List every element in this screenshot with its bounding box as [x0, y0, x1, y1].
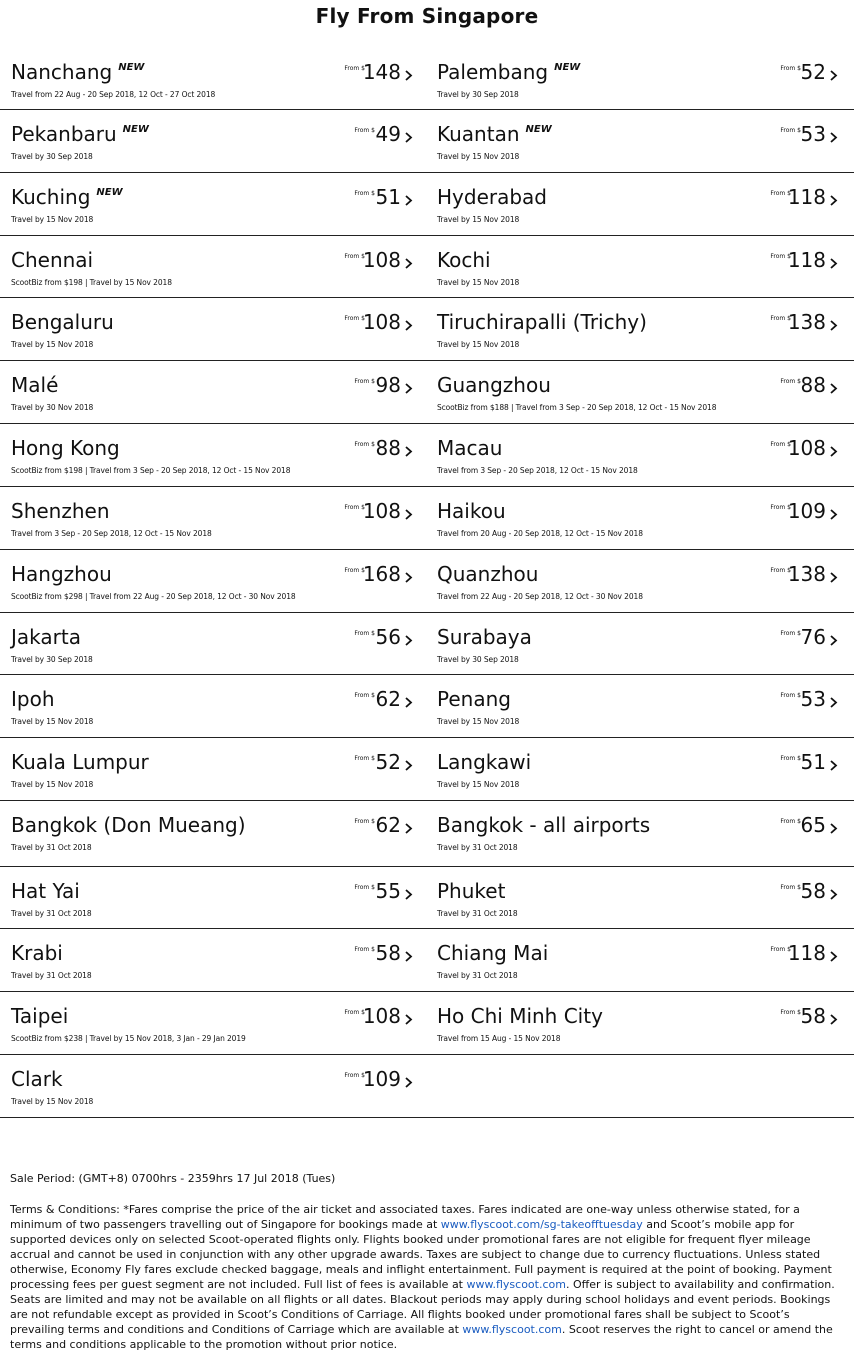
- destination-label: Tiruchirapalli (Trichy): [437, 310, 647, 334]
- travel-period: Travel by 31 Oct 2018: [437, 909, 518, 918]
- fare-card-left[interactable]: [0, 867, 427, 928]
- from-price-label: From $: [770, 441, 791, 448]
- destination-name: [437, 941, 548, 965]
- chevron-right-icon[interactable]: [827, 379, 841, 397]
- new-badge: NEW: [96, 187, 123, 198]
- fare-card-left[interactable]: [0, 929, 427, 991]
- destination-label: Ipoh: [11, 687, 55, 711]
- destination-name: [437, 436, 502, 460]
- fare-card-right[interactable]: [426, 929, 853, 991]
- chevron-right-icon[interactable]: [827, 947, 841, 965]
- travel-period: Travel by 31 Oct 2018: [437, 971, 518, 980]
- fare-card-right[interactable]: [426, 550, 853, 612]
- destination-label: Nanchang: [11, 60, 113, 84]
- fare-row: [0, 48, 854, 110]
- fare-row: [0, 1055, 854, 1118]
- fare-price: 51: [375, 185, 401, 209]
- fare-price: 58: [800, 879, 826, 903]
- fare-price: 53: [800, 122, 826, 146]
- fare-price: 56: [375, 625, 401, 649]
- from-price-label: From $: [780, 1009, 801, 1016]
- from-price-label: From $: [344, 504, 365, 511]
- travel-period: Travel from 3 Sep - 20 Sep 2018, 12 Oct - 15 Nov 2018: [437, 466, 638, 475]
- travel-period: Travel by 31 Oct 2018: [11, 843, 92, 852]
- chevron-right-icon[interactable]: [402, 254, 416, 272]
- chevron-right-icon[interactable]: [827, 128, 841, 146]
- fare-card-right[interactable]: [426, 361, 853, 423]
- chevron-right-icon[interactable]: [402, 66, 416, 84]
- destination-label: Bangkok (Don Mueang): [11, 813, 246, 837]
- from-price-label: From $: [354, 441, 375, 448]
- travel-period: Travel by 15 Nov 2018: [11, 780, 94, 789]
- destination-label: Hat Yai: [11, 879, 80, 903]
- terms-and-conditions: [10, 1202, 846, 1352]
- fare-card-right[interactable]: [426, 424, 853, 486]
- travel-period: ScootBiz from $198 | Travel from 3 Sep - 20 Sep 2018, 12 Oct - 15 Nov 2018: [11, 466, 291, 475]
- fare-price: 118: [787, 185, 826, 209]
- fare-price: 98: [375, 373, 401, 397]
- destination-label: Surabaya: [437, 625, 532, 649]
- fare-row: [0, 487, 854, 550]
- fare-price: 108: [787, 436, 826, 460]
- destination-name: [11, 813, 246, 837]
- takeoff-tuesday-link[interactable]: www.flyscoot.com/sg-takeofftuesday: [440, 1218, 643, 1231]
- destination-name: [437, 562, 538, 586]
- fare-card-right[interactable]: [426, 236, 853, 297]
- destination-name: [437, 687, 511, 711]
- fare-row: [0, 801, 854, 867]
- destination-label: Ho Chi Minh City: [437, 1004, 603, 1028]
- from-price-label: From $: [344, 1009, 365, 1016]
- fare-row: [0, 738, 854, 801]
- fare-price: 58: [800, 1004, 826, 1028]
- fare-price: 88: [375, 436, 401, 460]
- from-price-label: From $: [780, 884, 801, 891]
- from-price-label: From $: [354, 818, 375, 825]
- chevron-right-icon[interactable]: [402, 442, 416, 460]
- terms-text-1: Terms & Conditions: *Fares comprise the price of the air ticket and associated taxes. Fares indicated are one-way unless otherwise stated, for a minimum of two passengers travelling out of Singapore for bookings made at: [10, 1203, 800, 1231]
- destination-label: Haikou: [437, 499, 506, 523]
- destination-label: Kochi: [437, 248, 491, 272]
- chevron-right-icon[interactable]: [827, 693, 841, 711]
- destination-name: [11, 879, 80, 903]
- fare-price: 108: [362, 1004, 401, 1028]
- travel-period: Travel by 15 Nov 2018: [437, 717, 520, 726]
- fare-price: 76: [800, 625, 826, 649]
- travel-period: Travel from 3 Sep - 20 Sep 2018, 12 Oct - 15 Nov 2018: [11, 529, 212, 538]
- fare-price: 118: [787, 248, 826, 272]
- fare-card-left[interactable]: [0, 236, 427, 297]
- from-price-label: From $: [780, 818, 801, 825]
- travel-period: Travel from 22 Aug - 20 Sep 2018, 12 Oct - 30 Nov 2018: [437, 592, 643, 601]
- fare-card-left[interactable]: [0, 675, 427, 737]
- travel-period: Travel by 30 Nov 2018: [11, 403, 94, 412]
- fare-price: 52: [375, 750, 401, 774]
- destination-label: Palembang: [437, 60, 549, 84]
- destination-name: [11, 185, 123, 209]
- flyscoot-link-conditions[interactable]: www.flyscoot.com: [462, 1323, 562, 1336]
- from-price-label: From $: [344, 65, 365, 72]
- sale-period: Sale Period: (GMT+8) 0700hrs - 2359hrs 17 Jul 2018 (Tues): [10, 1172, 336, 1185]
- terms-text-3: . Offer is subject to availability and confirmation. Seats are limited and may not be available on all flights or all dates. Blackout periods may apply during school holidays and event periods. Bookings are not refundable except as provided in Scoot’s Conditions of Carriage. All flights booked under promotional fares shall be subject to Scoot’s prevailing terms and conditions and Conditions of Carriage which are available at: [10, 1278, 835, 1336]
- fare-card-right[interactable]: [426, 867, 853, 928]
- chevron-right-icon[interactable]: [827, 885, 841, 903]
- fare-card-left[interactable]: [0, 110, 427, 172]
- fare-price: 148: [362, 60, 401, 84]
- chevron-right-icon[interactable]: [402, 819, 416, 837]
- from-price-label: From $: [344, 315, 365, 322]
- travel-period: Travel by 15 Nov 2018: [437, 215, 520, 224]
- destination-label: Kuala Lumpur: [11, 750, 149, 774]
- destination-name: [437, 813, 650, 837]
- travel-period: Travel from 20 Aug - 20 Sep 2018, 12 Oct - 15 Nov 2018: [437, 529, 643, 538]
- fare-price: 109: [787, 499, 826, 523]
- fare-card-left[interactable]: [0, 361, 427, 423]
- from-price-label: From $: [770, 946, 791, 953]
- destination-name: [11, 248, 93, 272]
- fare-price: 62: [375, 813, 401, 837]
- fare-card-right[interactable]: [426, 738, 853, 800]
- destination-name: [11, 373, 58, 397]
- fare-card-left[interactable]: [0, 48, 427, 109]
- fare-row: [0, 867, 854, 929]
- destination-label: Shenzhen: [11, 499, 110, 523]
- travel-period: Travel by 31 Oct 2018: [11, 971, 92, 980]
- from-price-label: From $: [770, 190, 791, 197]
- fare-card-left[interactable]: [0, 487, 427, 549]
- new-badge: NEW: [525, 124, 552, 135]
- destination-label: Jakarta: [11, 625, 81, 649]
- fare-card-left[interactable]: [0, 1055, 427, 1117]
- destination-label: Chennai: [11, 248, 94, 272]
- destination-label: Kuching: [11, 185, 91, 209]
- from-price-label: From $: [344, 253, 365, 260]
- fare-card-right[interactable]: [426, 110, 853, 172]
- destination-name: [11, 60, 144, 84]
- fare-price: 53: [800, 687, 826, 711]
- destination-name: [11, 436, 120, 460]
- fare-price: 55: [375, 879, 401, 903]
- travel-period: ScootBiz from $238 | Travel by 15 Nov 2018, 3 Jan - 29 Jan 2019: [11, 1034, 246, 1043]
- from-price-label: From $: [344, 567, 365, 574]
- from-price-label: From $: [770, 253, 791, 260]
- fare-row: [0, 424, 854, 487]
- travel-period: Travel by 31 Oct 2018: [437, 843, 518, 852]
- destination-label: Guangzhou: [437, 373, 551, 397]
- chevron-right-icon[interactable]: [402, 316, 416, 334]
- from-price-label: From $: [780, 65, 801, 72]
- from-price-label: From $: [354, 378, 375, 385]
- destination-name: [11, 687, 55, 711]
- destination-label: Clark: [11, 1067, 63, 1091]
- fare-card-right[interactable]: [426, 487, 853, 549]
- destination-name: [437, 185, 547, 209]
- fare-row: [0, 110, 854, 173]
- fare-price: 138: [787, 562, 826, 586]
- fare-price: 88: [800, 373, 826, 397]
- from-price-label: From $: [354, 127, 375, 134]
- fare-card-right[interactable]: [426, 1055, 853, 1117]
- travel-period: Travel by 15 Nov 2018: [11, 340, 94, 349]
- fare-card-left[interactable]: [0, 550, 427, 612]
- fare-row: [0, 236, 854, 298]
- from-price-label: From $: [780, 755, 801, 762]
- chevron-right-icon[interactable]: [402, 505, 416, 523]
- from-price-label: From $: [354, 946, 375, 953]
- destination-label: Chiang Mai: [437, 941, 549, 965]
- fare-row: [0, 992, 854, 1055]
- from-price-label: From $: [780, 127, 801, 134]
- fare-card-left[interactable]: [0, 298, 427, 360]
- from-price-label: From $: [344, 1072, 365, 1079]
- terms-text-2: and Scoot’s mobile app for supported devices only on selected Scoot-operated flights only. Flights booked under promotional fares are not eligible for frequent flyer mileage accrual and cannot be used in conjunction with any other upgrade awards. Taxes are subject to change due to currency fluctuations. Unless stated otherwise, Economy Fly fares exclude checked baggage, meals and inflight entertainment. Full payment is required at the point of booking. Payment processing fees per guest segment are not included. Full list of fees is available at: [10, 1218, 832, 1291]
- from-price-label: From $: [780, 630, 801, 637]
- fare-card-right[interactable]: [426, 613, 853, 674]
- page-title: Fly From Singapore: [315, 4, 539, 28]
- destination-label: Phuket: [437, 879, 506, 903]
- chevron-right-icon[interactable]: [827, 442, 841, 460]
- fare-price: 168: [362, 562, 401, 586]
- travel-period: Travel by 15 Nov 2018: [437, 340, 520, 349]
- destination-label: Malé: [11, 373, 59, 397]
- new-badge: NEW: [122, 124, 149, 135]
- chevron-right-icon[interactable]: [402, 191, 416, 209]
- destination-name: [437, 248, 491, 272]
- fare-card-right[interactable]: [426, 48, 853, 109]
- travel-period: ScootBiz from $298 | Travel from 22 Aug - 20 Sep 2018, 12 Oct - 30 Nov 2018: [11, 592, 296, 601]
- destination-label: Bengaluru: [11, 310, 114, 334]
- travel-period: Travel by 31 Oct 2018: [11, 909, 92, 918]
- fare-card-left[interactable]: [0, 992, 427, 1054]
- fare-row: [0, 550, 854, 613]
- destination-label: Taipei: [11, 1004, 69, 1028]
- destination-name: [11, 122, 149, 146]
- fare-price: 118: [787, 941, 826, 965]
- chevron-right-icon[interactable]: [402, 1073, 416, 1091]
- fare-row: [0, 675, 854, 738]
- destination-label: Quanzhou: [437, 562, 539, 586]
- fare-price: 65: [800, 813, 826, 837]
- from-price-label: From $: [770, 315, 791, 322]
- travel-period: Travel from 15 Aug - 15 Nov 2018: [437, 1034, 561, 1043]
- destination-label: Pekanbaru: [11, 122, 117, 146]
- fare-card-right[interactable]: [426, 675, 853, 737]
- destination-name: [11, 562, 112, 586]
- chevron-right-icon[interactable]: [827, 756, 841, 774]
- chevron-right-icon[interactable]: [827, 66, 841, 84]
- terms-text-4: . Scoot reserves the right to cancel or amend the terms and conditions applicable to the promotion without prior notice.: [10, 1323, 833, 1351]
- destination-name: [11, 750, 149, 774]
- from-price-label: From $: [354, 630, 375, 637]
- destination-label: Hyderabad: [437, 185, 547, 209]
- fare-card-left[interactable]: [0, 801, 427, 866]
- destination-name: [437, 499, 506, 523]
- destination-name: [437, 625, 532, 649]
- destination-name: [437, 750, 531, 774]
- fare-price: 108: [362, 248, 401, 272]
- fare-card-left[interactable]: [0, 738, 427, 800]
- travel-period: Travel by 15 Nov 2018: [437, 152, 520, 161]
- fare-price: 109: [362, 1067, 401, 1091]
- chevron-right-icon[interactable]: [827, 631, 841, 649]
- chevron-right-icon[interactable]: [827, 505, 841, 523]
- fare-price: 108: [362, 310, 401, 334]
- travel-period: Travel by 30 Sep 2018: [437, 655, 519, 664]
- destination-name: [437, 310, 647, 334]
- chevron-right-icon[interactable]: [402, 1010, 416, 1028]
- from-price-label: From $: [780, 378, 801, 385]
- new-badge: NEW: [554, 62, 581, 73]
- destination-name: [11, 1004, 68, 1028]
- destination-name: [437, 60, 580, 84]
- fare-card-right[interactable]: [426, 801, 853, 866]
- from-price-label: From $: [354, 884, 375, 891]
- fare-price: 62: [375, 687, 401, 711]
- destination-name: [437, 879, 505, 903]
- fare-price: 138: [787, 310, 826, 334]
- chevron-right-icon[interactable]: [402, 631, 416, 649]
- fare-row: [0, 361, 854, 424]
- chevron-right-icon[interactable]: [402, 128, 416, 146]
- from-price-label: From $: [770, 567, 791, 574]
- destination-label: Bangkok - all airports: [437, 813, 651, 837]
- travel-period: Travel by 15 Nov 2018: [11, 215, 94, 224]
- destination-label: Krabi: [11, 941, 63, 965]
- chevron-right-icon[interactable]: [402, 379, 416, 397]
- chevron-right-icon[interactable]: [827, 316, 841, 334]
- destination-label: Kuantan: [437, 122, 520, 146]
- fare-card-left[interactable]: [0, 424, 427, 486]
- fare-grid: [0, 48, 854, 1118]
- travel-period: Travel from 22 Aug - 20 Sep 2018, 12 Oct - 27 Oct 2018: [11, 90, 216, 99]
- chevron-right-icon[interactable]: [827, 254, 841, 272]
- from-price-label: From $: [770, 504, 791, 511]
- destination-name: [11, 310, 114, 334]
- travel-period: Travel by 15 Nov 2018: [11, 1097, 94, 1106]
- chevron-right-icon[interactable]: [827, 1010, 841, 1028]
- chevron-right-icon[interactable]: [827, 568, 841, 586]
- new-badge: NEW: [118, 62, 145, 73]
- from-price-label: From $: [354, 190, 375, 197]
- from-price-label: From $: [354, 755, 375, 762]
- travel-period: Travel by 30 Sep 2018: [437, 90, 519, 99]
- chevron-right-icon[interactable]: [402, 693, 416, 711]
- fare-row: [0, 613, 854, 675]
- fare-price: 108: [362, 499, 401, 523]
- fare-card-right[interactable]: [426, 298, 853, 360]
- fare-price: 52: [800, 60, 826, 84]
- fare-card-left[interactable]: [0, 173, 427, 235]
- chevron-right-icon[interactable]: [827, 819, 841, 837]
- fare-card-left[interactable]: [0, 613, 427, 674]
- travel-period: Travel by 30 Sep 2018: [11, 152, 93, 161]
- flyscoot-link-fees[interactable]: www.flyscoot.com: [466, 1278, 566, 1291]
- fare-row: [0, 929, 854, 992]
- destination-label: Hangzhou: [11, 562, 112, 586]
- travel-period: Travel by 30 Sep 2018: [11, 655, 93, 664]
- destination-label: Langkawi: [437, 750, 532, 774]
- chevron-right-icon[interactable]: [402, 947, 416, 965]
- destination-label: Macau: [437, 436, 503, 460]
- destination-label: Hong Kong: [11, 436, 120, 460]
- destination-name: [11, 1067, 63, 1091]
- travel-period: Travel by 15 Nov 2018: [11, 717, 94, 726]
- travel-period: ScootBiz from $198 | Travel by 15 Nov 2018: [11, 278, 172, 287]
- fare-card-right[interactable]: [426, 992, 853, 1054]
- chevron-right-icon[interactable]: [402, 885, 416, 903]
- fare-row: [0, 298, 854, 361]
- travel-period: Travel by 15 Nov 2018: [437, 278, 520, 287]
- destination-name: [11, 625, 81, 649]
- chevron-right-icon[interactable]: [402, 756, 416, 774]
- destination-name: [11, 941, 63, 965]
- fare-price: 49: [375, 122, 401, 146]
- fare-row: [0, 173, 854, 236]
- fare-price: 58: [375, 941, 401, 965]
- fare-price: 51: [800, 750, 826, 774]
- travel-period: Travel by 15 Nov 2018: [437, 780, 520, 789]
- from-price-label: From $: [780, 692, 801, 699]
- destination-label: Penang: [437, 687, 511, 711]
- from-price-label: From $: [354, 692, 375, 699]
- travel-period: ScootBiz from $188 | Travel from 3 Sep - 20 Sep 2018, 12 Oct - 15 Nov 2018: [437, 403, 717, 412]
- chevron-right-icon[interactable]: [402, 568, 416, 586]
- destination-name: [11, 499, 110, 523]
- chevron-right-icon[interactable]: [827, 191, 841, 209]
- fare-card-right[interactable]: [426, 173, 853, 235]
- destination-name: [437, 1004, 603, 1028]
- destination-name: [437, 373, 551, 397]
- destination-name: [437, 122, 552, 146]
